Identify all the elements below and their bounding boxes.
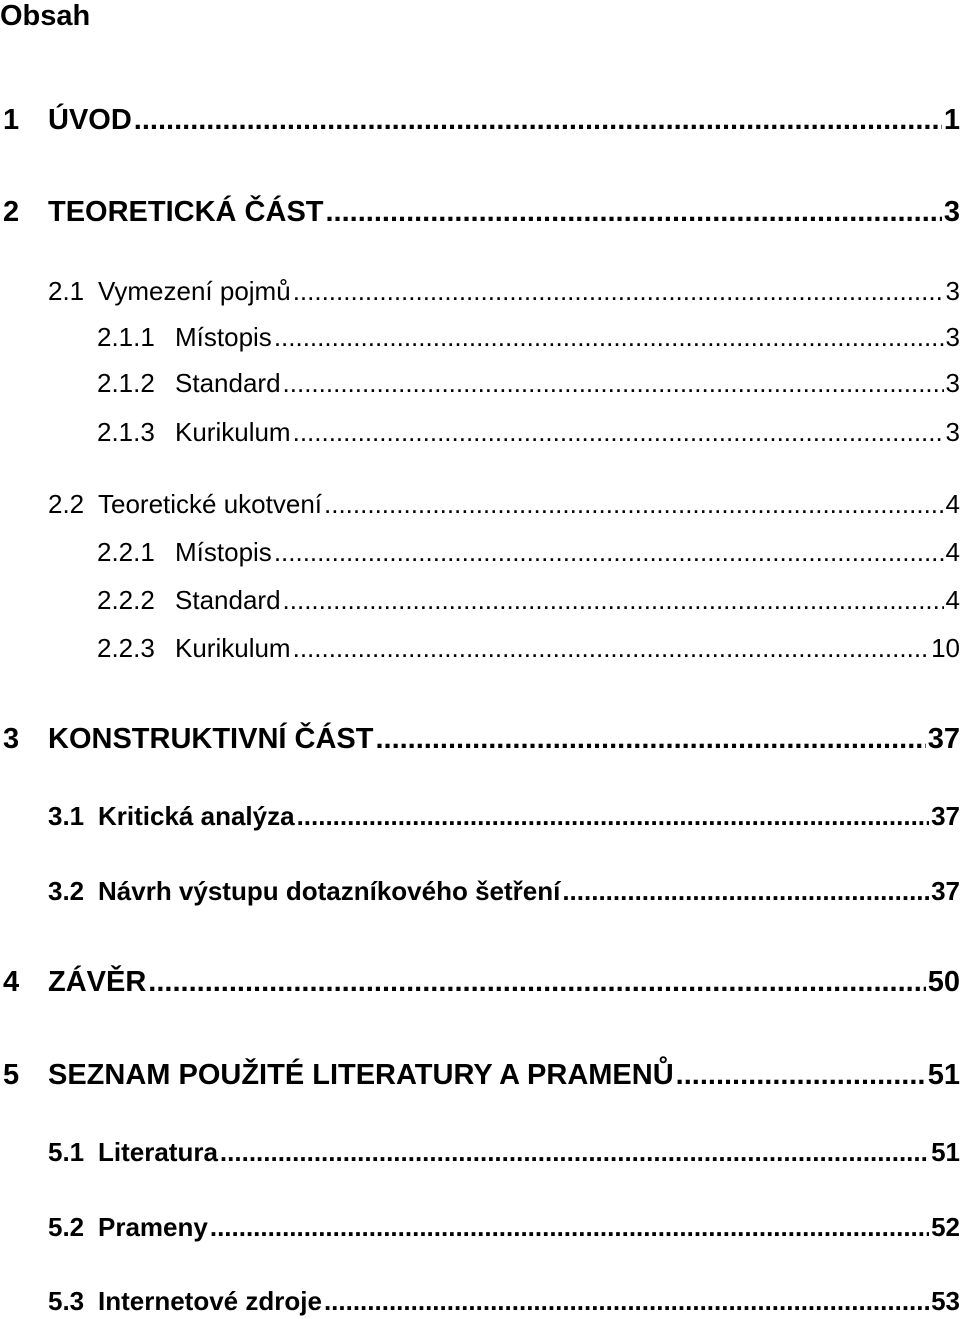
toc-entry-number: 3.2 — [48, 876, 85, 906]
toc-entry-kurikulum-1[interactable] — [0, 415, 960, 449]
toc-entry-label: ZÁVĚR — [48, 966, 147, 998]
toc-leader-dots — [283, 366, 944, 400]
toc-entry-number: 1 — [3, 104, 20, 136]
toc-leader-dots — [148, 964, 925, 1000]
toc-leader-dots — [210, 1210, 929, 1244]
toc-entry-label: Prameny — [98, 1212, 208, 1242]
toc-entry-number: 2.2.2 — [97, 585, 155, 615]
toc-entry-number: 5 — [3, 1059, 20, 1091]
toc-entry-number: 2 — [3, 196, 20, 228]
toc-entry-label: Internetové zdroje — [98, 1286, 322, 1316]
toc-leader-dots — [375, 721, 925, 757]
toc-entry-number: 2.1.2 — [97, 368, 155, 398]
toc-entry-number: 2.2.3 — [97, 633, 155, 663]
toc-leader-dots — [283, 583, 944, 617]
toc-leader-dots — [326, 194, 942, 230]
toc-leader-dots — [562, 874, 929, 908]
toc-entry-label: SEZNAM POUŽITÉ LITERATURY A PRAMENŮ — [48, 1059, 674, 1091]
toc-entry-label: Kritická analýza — [98, 801, 295, 831]
toc-entry-prameny[interactable] — [0, 1210, 960, 1244]
toc-entry-teoreticke-ukotveni[interactable] — [0, 487, 960, 521]
toc-leader-dots — [297, 799, 930, 833]
toc-entry-number: 3.1 — [48, 801, 85, 831]
toc-entry-standard-1[interactable] — [0, 366, 960, 400]
toc-entry-page: 3 — [945, 276, 960, 306]
toc-entry-seznam-literatury[interactable] — [0, 1057, 960, 1093]
toc-entry-page: 3 — [943, 196, 960, 228]
toc-leader-dots — [293, 631, 929, 665]
toc-entry-label: ÚVOD — [48, 104, 132, 136]
toc-leader-dots — [274, 535, 944, 569]
toc-entry-vymezeni-pojmu[interactable] — [0, 274, 960, 308]
toc-entry-uvod[interactable] — [0, 102, 960, 138]
toc-entry-internetove-zdroje[interactable] — [0, 1284, 960, 1318]
toc-entry-mistopis-1[interactable] — [0, 320, 960, 354]
toc-entry-page: 3 — [945, 368, 960, 398]
toc-leader-dots — [676, 1057, 926, 1093]
toc-entry-number: 2.2.1 — [97, 537, 155, 567]
page-title: Obsah — [0, 0, 91, 32]
toc-entry-page: 1 — [943, 104, 960, 136]
toc-leader-dots — [220, 1135, 929, 1169]
toc-entry-label: Standard — [175, 585, 281, 615]
toc-entry-page: 52 — [931, 1212, 960, 1242]
toc-entry-teoreticka-cast[interactable] — [0, 194, 960, 230]
toc-entry-number: 3 — [3, 723, 20, 755]
toc-entry-number: 2.1 — [48, 276, 85, 306]
toc-entry-page: 37 — [931, 876, 960, 906]
toc-entry-page: 37 — [927, 723, 960, 755]
toc-entry-page: 4 — [945, 585, 960, 615]
toc-entry-label: Vymezení pojmů — [98, 276, 291, 306]
toc-entry-page: 3 — [945, 322, 960, 352]
toc-entry-page: 51 — [927, 1059, 960, 1091]
toc-entry-number: 4 — [3, 966, 20, 998]
toc-leader-dots — [274, 320, 944, 354]
toc-leader-dots — [324, 1284, 929, 1318]
toc-entry-label: Místopis — [175, 537, 272, 567]
toc-entry-label: Kurikulum — [175, 417, 291, 447]
toc-entry-kriticka-analyza[interactable] — [0, 799, 960, 833]
toc-entry-number: 5.1 — [48, 1137, 85, 1167]
toc-entry-label: KONSTRUKTIVNÍ ČÁST — [48, 723, 374, 755]
toc-entry-label: Místopis — [175, 322, 272, 352]
toc-entry-page: 3 — [945, 417, 960, 447]
toc-entry-label: Standard — [175, 368, 281, 398]
toc-entry-label: Literatura — [98, 1137, 218, 1167]
toc-entry-konstruktivni-cast[interactable] — [0, 721, 960, 757]
toc-entry-label: Teoretické ukotvení — [98, 489, 323, 519]
toc-entry-number: 2.1.3 — [97, 417, 155, 447]
toc-entry-label: Návrh výstupu dotazníkového šetření — [98, 876, 561, 906]
toc-entry-label: Kurikulum — [175, 633, 291, 663]
toc-entry-page: 4 — [945, 489, 960, 519]
toc-entry-number: 2.1.1 — [97, 322, 155, 352]
toc-entry-literatura[interactable] — [0, 1135, 960, 1169]
toc-entry-page: 10 — [931, 633, 960, 663]
toc-entry-label: TEORETICKÁ ČÁST — [48, 196, 324, 228]
toc-entry-standard-2[interactable] — [0, 583, 960, 617]
toc-entry-zaver[interactable] — [0, 964, 960, 1000]
toc-entry-page: 51 — [931, 1137, 960, 1167]
toc-entry-page: 37 — [931, 801, 960, 831]
toc-leader-dots — [293, 274, 944, 308]
toc-leader-dots — [134, 102, 942, 138]
toc-entry-number: 5.2 — [48, 1212, 85, 1242]
toc-entry-page: 50 — [927, 966, 960, 998]
toc-entry-number: 5.3 — [48, 1286, 85, 1316]
toc-leader-dots — [324, 487, 944, 521]
toc-entry-kurikulum-2[interactable] — [0, 631, 960, 665]
toc-entry-page: 4 — [945, 537, 960, 567]
toc-entry-mistopis-2[interactable] — [0, 535, 960, 569]
toc-entry-page: 53 — [931, 1286, 960, 1316]
toc-entry-navrh-vystupu[interactable] — [0, 874, 960, 908]
toc-leader-dots — [293, 415, 944, 449]
toc-entry-number: 2.2 — [48, 489, 85, 519]
